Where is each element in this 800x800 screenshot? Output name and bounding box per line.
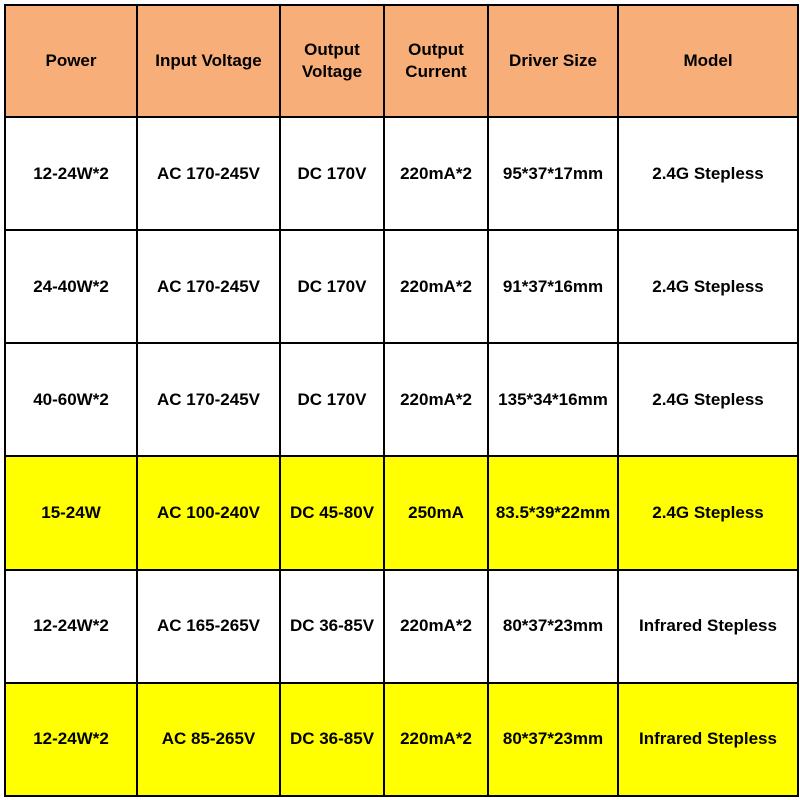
table-row	[5, 570, 798, 683]
driver-spec-table	[4, 4, 799, 797]
table-row	[5, 683, 798, 796]
cell-output-current: 220mA*2	[384, 570, 488, 683]
cell-power: 40-60W*2	[5, 343, 137, 456]
cell-power: 12-24W*2	[5, 570, 137, 683]
cell-power: 24-40W*2	[5, 230, 137, 343]
table-row	[5, 456, 798, 569]
cell-input-voltage: AC 170-245V	[137, 343, 280, 456]
table-row	[5, 117, 798, 230]
cell-output-voltage: DC 36-85V	[280, 683, 384, 796]
cell-output-current: 220mA*2	[384, 343, 488, 456]
header-output-current: Output Current	[384, 5, 488, 117]
cell-model: 2.4G Stepless	[618, 456, 798, 569]
header-row	[5, 5, 798, 117]
header-output-voltage: Output Voltage	[280, 5, 384, 117]
cell-output-current: 220mA*2	[384, 117, 488, 230]
cell-output-voltage: DC 170V	[280, 230, 384, 343]
cell-output-current: 250mA	[384, 456, 488, 569]
cell-power: 15-24W	[5, 456, 137, 569]
cell-input-voltage: AC 170-245V	[137, 230, 280, 343]
cell-model: Infrared Stepless	[618, 683, 798, 796]
cell-output-voltage: DC 36-85V	[280, 570, 384, 683]
cell-power: 12-24W*2	[5, 683, 137, 796]
cell-output-current: 220mA*2	[384, 230, 488, 343]
cell-driver-size: 135*34*16mm	[488, 343, 618, 456]
cell-input-voltage: AC 170-245V	[137, 117, 280, 230]
header-input-voltage: Input Voltage	[137, 5, 280, 117]
cell-model: 2.4G Stepless	[618, 343, 798, 456]
cell-driver-size: 91*37*16mm	[488, 230, 618, 343]
spec-table-container	[4, 4, 797, 797]
header-power: Power	[5, 5, 137, 117]
cell-driver-size: 83.5*39*22mm	[488, 456, 618, 569]
table-row	[5, 230, 798, 343]
cell-input-voltage: AC 85-265V	[137, 683, 280, 796]
cell-output-voltage: DC 170V	[280, 117, 384, 230]
cell-output-current: 220mA*2	[384, 683, 488, 796]
cell-input-voltage: AC 100-240V	[137, 456, 280, 569]
cell-driver-size: 80*37*23mm	[488, 570, 618, 683]
cell-driver-size: 95*37*17mm	[488, 117, 618, 230]
cell-model: Infrared Stepless	[618, 570, 798, 683]
cell-power: 12-24W*2	[5, 117, 137, 230]
table-row	[5, 343, 798, 456]
header-driver-size: Driver Size	[488, 5, 618, 117]
cell-model: 2.4G Stepless	[618, 117, 798, 230]
cell-output-voltage: DC 45-80V	[280, 456, 384, 569]
header-model: Model	[618, 5, 798, 117]
cell-input-voltage: AC 165-265V	[137, 570, 280, 683]
cell-output-voltage: DC 170V	[280, 343, 384, 456]
cell-driver-size: 80*37*23mm	[488, 683, 618, 796]
cell-model: 2.4G Stepless	[618, 230, 798, 343]
